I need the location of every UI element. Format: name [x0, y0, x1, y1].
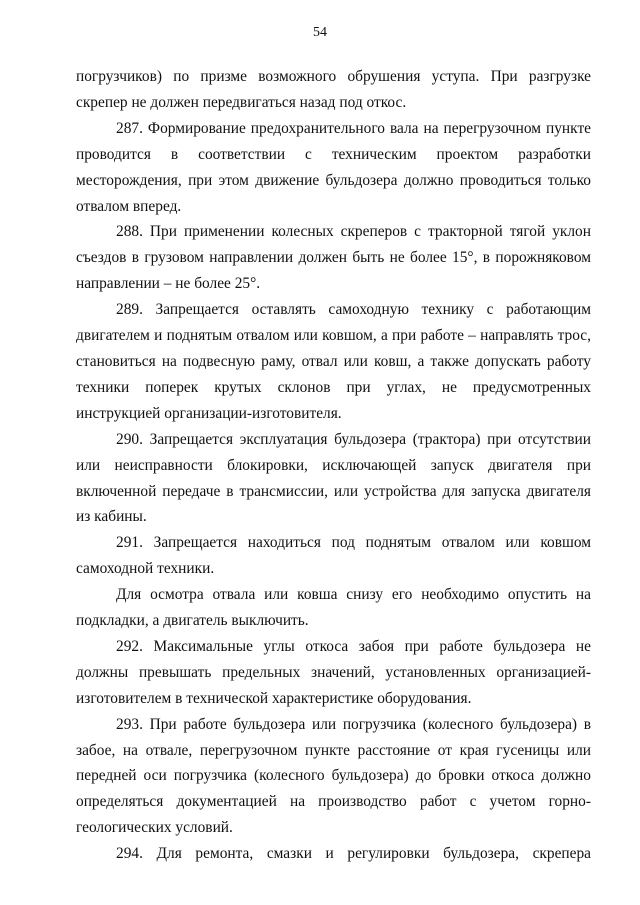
page-number: 54	[313, 25, 327, 40]
paragraph-293: 293. При работе бульдозера или погрузчика (колесного бульдозера) в забое, на отвале, перегрузочном пункте расстояние от края гусеницы или передней оси погрузчика (колесного бульдозера) до бровки откоса должно определяться документацией на производство работ с учетом горно-геологических условий.	[76, 715, 591, 837]
paragraph-287: 287. Формирование предохранительного вала на перегрузочном пункте проводится в соответствии с техническим проектом разработки месторождения, при этом движение бульдозера должно проводиться только отвалом вперед.	[76, 119, 591, 215]
paragraph-294: 294. Для ремонта, смазки и регулировки бульдозера, скрепера	[116, 845, 591, 863]
paragraph-291: 291. Запрещается находиться под поднятым отвалом или ковшом самоходной техники.	[76, 534, 591, 578]
paragraph-291-note: Для осмотра отвала или ковша снизу его необходимо опустить на подкладки, а двигатель выключить.	[76, 586, 591, 630]
paragraph-292: 292. Максимальные углы откоса забоя при работе бульдозера не должны превышать предельных значений, установленных организацией-изготовителем в технической характеристике оборудования.	[76, 637, 591, 707]
paragraph-288: 288. При применении колесных скреперов с тракторной тягой уклон съездов в грузовом направлении должен быть не более 15°, в порожняковом направлении – не более 25°.	[76, 223, 591, 293]
paragraph-continuation: погрузчиков) по призме возможного обрушения уступа. При разгрузке скрепер не должен передвигаться назад под откос.	[76, 68, 591, 111]
paragraph-289: 289. Запрещается оставлять самоходную технику с работающим двигателем и поднятым отвалом или ковшом, а при работе – направлять трос, становиться на подвесную раму, отвал или ковш, а также допускать работу техники поперек крутых склонов при углах, не предусмотренных инструкцией организации-изготовителя.	[76, 301, 591, 422]
document-body	[76, 64, 591, 867]
paragraph-290: 290. Запрещается эксплуатация бульдозера (трактора) при отсутствии или неисправности блокировки, исключающей запуск двигателя при включенной передаче в трансмиссии, или устройства для запуска двигателя из кабины.	[76, 430, 591, 526]
